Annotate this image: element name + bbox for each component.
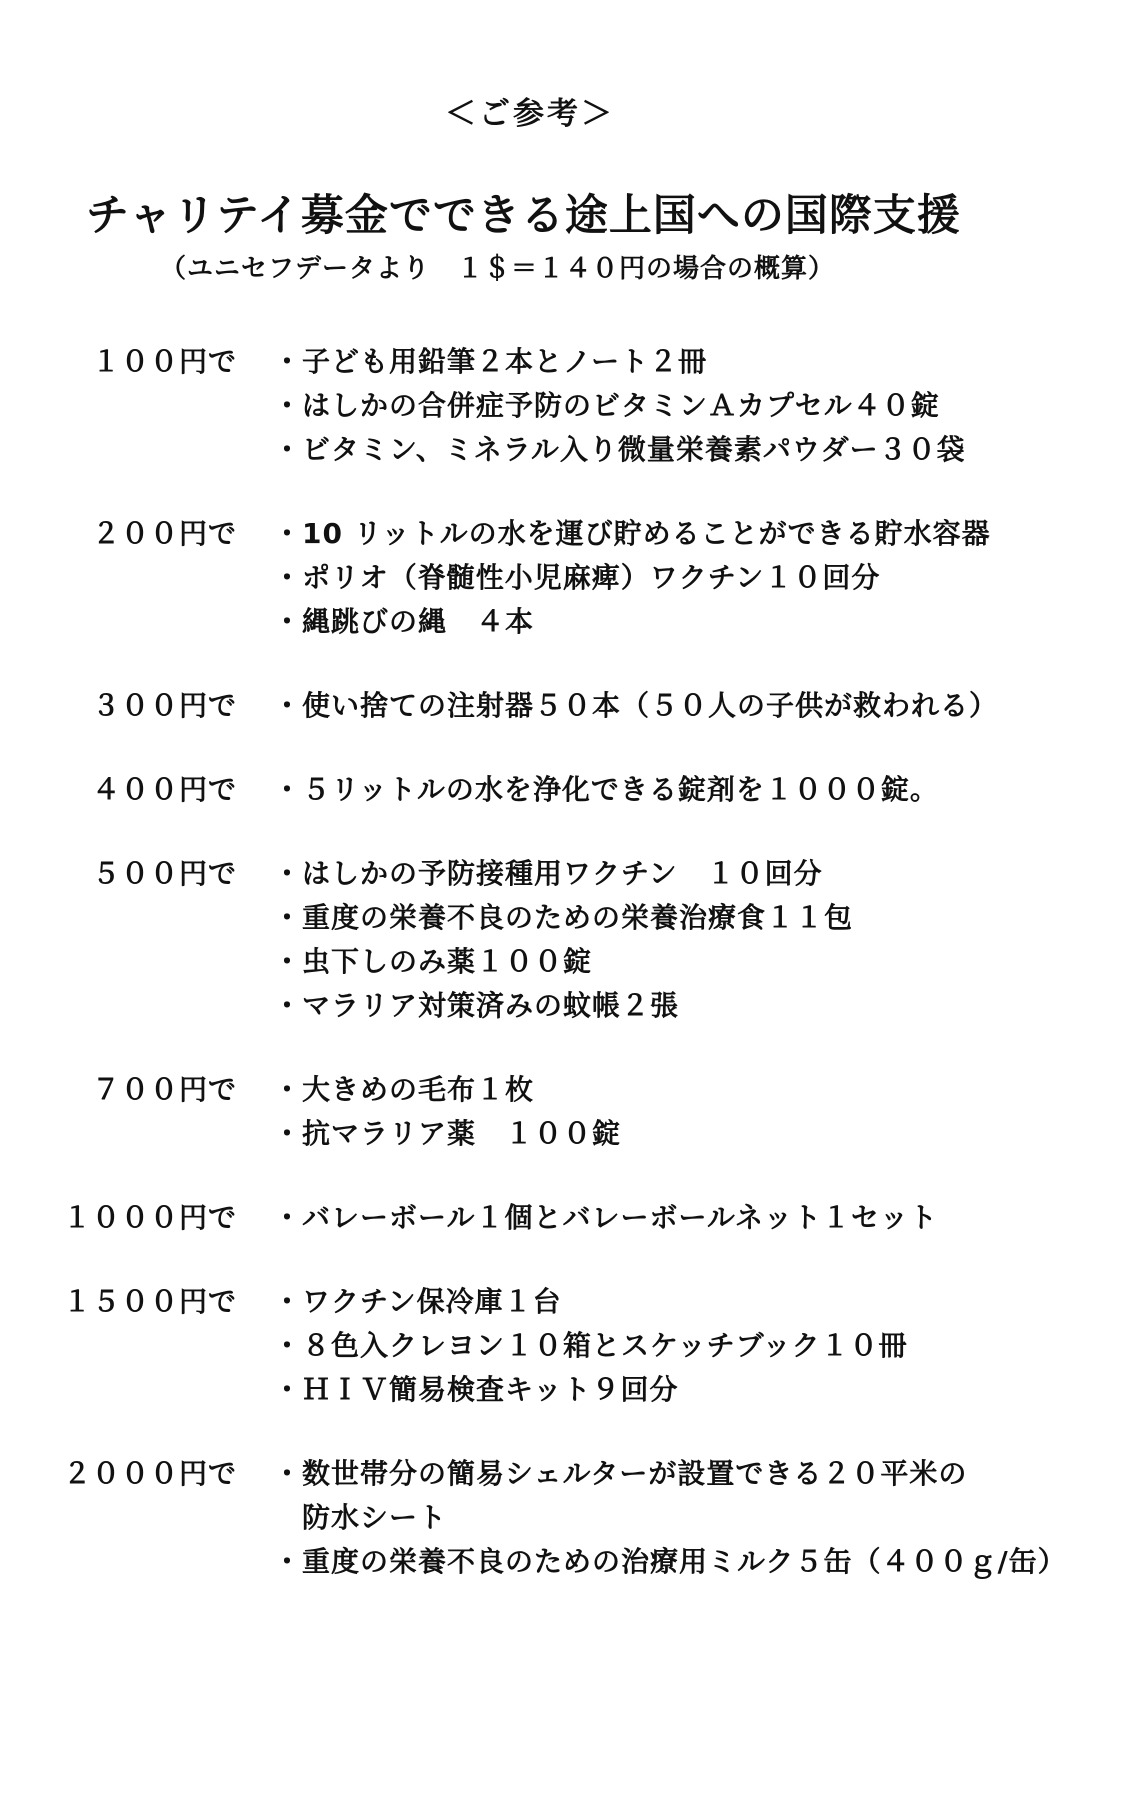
donation-items-list [273, 768, 1143, 812]
reference-label: ＜ご参考＞ [445, 96, 615, 132]
donation-item: ・ポリオ（脊髄性小児麻痺）ワクチン１０回分 [273, 561, 881, 594]
donation-item: ・抗マラリア薬 １００錠 [273, 1117, 622, 1150]
donation-entry [0, 1196, 1143, 1240]
donation-entry [0, 340, 1143, 472]
donation-items-list [273, 1068, 1143, 1156]
donation-item: ・ＨＩＶ簡易検査キット９回分 [273, 1373, 679, 1406]
donation-item: ・子ども用鉛筆２本とノート２冊 [273, 345, 708, 378]
donation-entry [0, 512, 1143, 644]
donation-amount: ４００円で [91, 773, 237, 806]
donation-items-list [273, 852, 1143, 1028]
donation-amount: ２０００円で [62, 1457, 237, 1490]
donation-items-list [273, 1196, 1143, 1240]
donation-amount: １００円で [91, 345, 237, 378]
donation-amount: ５００円で [91, 857, 237, 890]
donation-item: ・使い捨ての注射器５０本（５０人の子供が救われる） [273, 689, 999, 722]
donation-item: ・マラリア対策済みの蚊帳２張 [273, 989, 680, 1022]
donation-amount: ３００円で [91, 689, 237, 722]
donation-item: ・重度の栄養不良のための治療用ミルク５缶（４００ｇ/缶） [273, 1545, 1067, 1578]
donation-items-list [273, 512, 1143, 644]
donation-item: ・数世帯分の簡易シェルターが設置できる２０平米の [273, 1457, 968, 1490]
donation-item: ・はしかの予防接種用ワクチン １０回分 [273, 857, 823, 890]
donation-entry [0, 1280, 1143, 1412]
donation-item: ・虫下しのみ薬１００錠 [273, 945, 593, 978]
donation-amount: ７００円で [91, 1073, 237, 1106]
page-title: チャリテイ募金でできる途上国への国際支援 [86, 191, 961, 241]
donation-entry [0, 1068, 1143, 1156]
donation-item: ・５リットルの水を浄化できる錠剤を１０００錠。 [273, 773, 939, 806]
donation-item: ・ビタミン、ミネラル入り微量栄養素パウダー３０袋 [273, 433, 966, 466]
donation-entry [0, 1452, 1143, 1584]
page-subtitle: （ユニセフデータより １＄＝１４０円の場合の概算） [160, 254, 836, 284]
donation-amount: １０００円で [62, 1201, 237, 1234]
donation-items-list [273, 1280, 1143, 1412]
donation-amount: １５００円で [62, 1285, 237, 1318]
donation-item: ・はしかの合併症予防のビタミンＡカプセル４０錠 [273, 389, 940, 422]
donation-entries [0, 340, 1143, 1584]
donation-item: ・ワクチン保冷庫１台 [273, 1285, 562, 1318]
donation-item: 防水シート [273, 1501, 448, 1534]
donation-entry [0, 684, 1143, 728]
donation-amount: ２００円で [91, 517, 237, 550]
donation-item: ・10 リットルの水を運び貯めることができる貯水容器 [273, 517, 991, 550]
donation-item: ・バレーボール１個とバレーボールネット１セット [273, 1201, 939, 1234]
donation-entry [0, 768, 1143, 812]
donation-item: ・縄跳びの縄 ４本 [273, 605, 535, 638]
donation-items-list [273, 340, 1143, 472]
donation-items-list [273, 684, 1143, 728]
donation-item: ・重度の栄養不良のための栄養治療食１１包 [273, 901, 854, 934]
donation-item: ・大きめの毛布１枚 [273, 1073, 535, 1106]
donation-items-list [273, 1452, 1143, 1584]
donation-item: ・８色入クレヨン１０箱とスケッチブック１０冊 [273, 1329, 908, 1362]
donation-entry [0, 852, 1143, 1028]
